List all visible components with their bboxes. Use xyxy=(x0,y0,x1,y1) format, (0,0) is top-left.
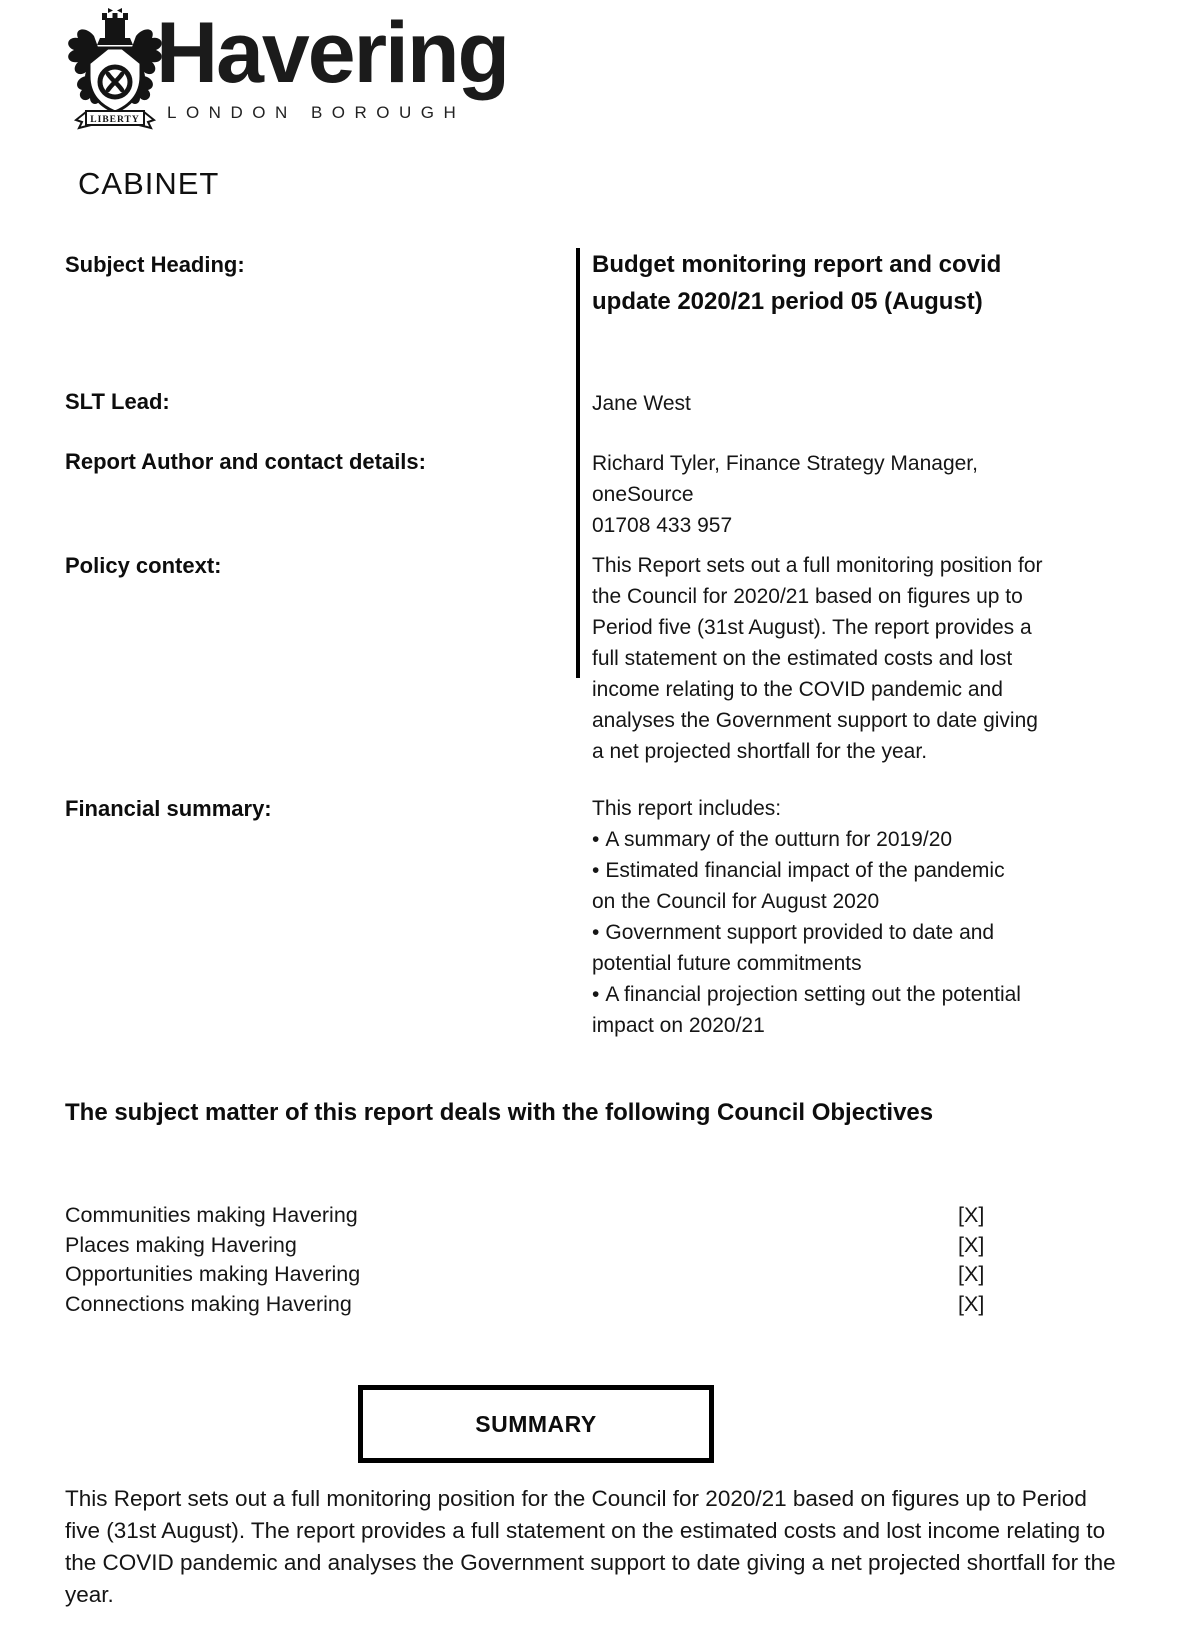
slt-lead-label: SLT Lead: xyxy=(65,389,170,414)
bullet-marker: • xyxy=(592,859,600,882)
crest-motto-text: LIBERTY xyxy=(90,115,140,125)
summary-paragraph: This Report sets out a full monitoring position for the Council for 2020/21 based on figures up to Period five (31st August). The report provides a full statement on the estimated costs and lost income relating to the COVID pandemic and analyses the Government support to date giving a net projected shortfall for the year. xyxy=(65,1486,1116,1607)
objective-row-places xyxy=(65,1233,1145,1258)
financial-summary-label: Financial summary: xyxy=(65,796,272,821)
objective-mark: [X] xyxy=(958,1292,985,1316)
logo-subtitle: LONDON BOROUGH xyxy=(167,103,466,122)
crest-ribbon xyxy=(76,111,154,128)
objective-row-communities xyxy=(65,1203,1145,1228)
report-author-name: Richard Tyler, Finance Strategy Manager, oneSource xyxy=(592,452,978,506)
subject-heading-label: Subject Heading: xyxy=(65,252,245,277)
subject-heading-value: Budget monitoring report and covid update 2020/21 period 05 (August) xyxy=(592,251,1002,315)
crest-tower xyxy=(97,8,133,45)
objectives-heading: The subject matter of this report deals with the following Council Objectives xyxy=(65,1099,934,1126)
report-author-label: Report Author and contact details: xyxy=(65,449,426,474)
financial-summary-bullet xyxy=(592,917,1022,979)
policy-context-value: This Report sets out a full monitoring position for the Council for 2020/21 based on figures up to Period five (31st August). The report provides a full statement on the estimated costs and lost income relating to the COVID pandemic and analyses the Government support to date giving a net projected shortfall for the year. xyxy=(592,554,1043,763)
objective-mark: [X] xyxy=(958,1262,985,1286)
financial-summary-intro: This report includes: xyxy=(592,797,782,820)
report-author-value xyxy=(592,448,1060,541)
objective-mark: [X] xyxy=(958,1203,985,1227)
objective-label: Connections making Havering xyxy=(65,1292,352,1316)
financial-summary-value xyxy=(592,793,1022,1041)
bullet-text: Government support provided to date and potential future commitments xyxy=(592,921,995,975)
objective-label: Communities making Havering xyxy=(65,1203,358,1227)
financial-summary-bullet xyxy=(592,855,1022,917)
objective-row-connections xyxy=(65,1292,1145,1317)
objective-label: Places making Havering xyxy=(65,1233,297,1257)
bullet-text: Estimated financial impact of the pandemic on the Council for August 2020 xyxy=(592,859,1005,913)
bullet-text: A financial projection setting out the potential impact on 2020/21 xyxy=(592,983,1021,1037)
objective-mark: [X] xyxy=(958,1233,985,1257)
objective-row-opportunities xyxy=(65,1262,1145,1287)
summary-box xyxy=(358,1385,714,1463)
bullet-text: A summary of the outturn for 2019/20 xyxy=(605,828,953,851)
bullet-marker: • xyxy=(592,921,600,944)
objective-label: Opportunities making Havering xyxy=(65,1262,361,1286)
bullet-marker: • xyxy=(592,983,600,1006)
summary-box-label: SUMMARY xyxy=(475,1410,597,1437)
page-title: CABINET xyxy=(78,166,220,201)
slt-lead-value: Jane West xyxy=(592,392,691,415)
bullet-marker: • xyxy=(592,828,600,851)
policy-context-label: Policy context: xyxy=(65,553,222,578)
report-author-phone: 01708 433 957 xyxy=(592,514,733,537)
financial-summary-bullet xyxy=(592,824,1022,855)
financial-summary-bullet xyxy=(592,979,1022,1041)
logo-wordmark: Havering xyxy=(156,5,509,101)
divider-vertical-line xyxy=(576,248,580,678)
